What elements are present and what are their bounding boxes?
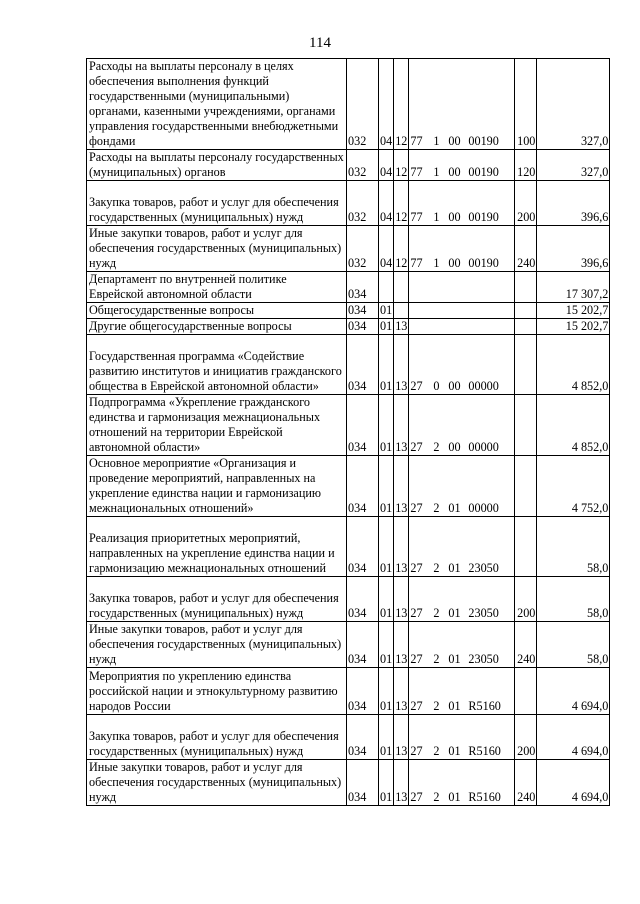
section-cell: 01 [379,456,394,517]
amount-cell: 4 694,0 [537,760,610,806]
subsection-cell: 12 [394,150,409,181]
target-direction-code: 23050 [468,606,499,620]
target-direction-code: 00000 [468,379,499,393]
target-subprogram-code: 2 [433,606,440,620]
amount-cell: 4 852,0 [537,335,610,395]
target-program-code: 27 [410,501,423,515]
target-direction-code: R5160 [468,790,501,804]
amount-cell: 4 752,0 [537,456,610,517]
target-direction-code: R5160 [468,699,501,713]
expense-type-cell: 100 [515,59,537,150]
target-program-code: 27 [410,606,423,620]
expense-name-cell: Закупка товаров, работ и услуг для обеспечения государственных (муниципальных) нужд [87,715,347,760]
expense-type-cell: 240 [515,226,537,272]
amount-cell: 327,0 [537,59,610,150]
target-article-cell [409,303,515,319]
subsection-cell: 12 [394,59,409,150]
target-event-code: 00 [448,210,461,224]
table-row [87,181,610,226]
subsection-cell: 12 [394,181,409,226]
section-cell: 01 [379,335,394,395]
grbs-cell: 034 [347,303,379,319]
target-subprogram-code: 1 [433,256,440,270]
expense-name-cell: Другие общегосударственные вопросы [87,319,347,335]
amount-cell: 58,0 [537,577,610,622]
target-subprogram-code: 0 [433,379,440,393]
amount-cell: 15 202,7 [537,319,610,335]
target-program-code: 27 [410,652,423,666]
target-program-code: 27 [410,744,423,758]
grbs-cell: 034 [347,272,379,303]
target-direction-code: 00190 [468,165,499,179]
amount-cell: 396,6 [537,226,610,272]
expense-type-cell: 200 [515,181,537,226]
target-subprogram-code: 2 [433,440,440,454]
table-row [87,150,610,181]
target-program-code: 77 [410,210,423,224]
grbs-cell: 034 [347,517,379,577]
target-subprogram-code: 1 [433,210,440,224]
expense-type-cell: 240 [515,760,537,806]
target-direction-code: 00000 [468,501,499,515]
amount-cell: 58,0 [537,517,610,577]
expense-name-cell: Департамент по внутренней политике Еврейской автономной области [87,272,347,303]
subsection-cell: 13 [394,456,409,517]
expense-name-cell: Подпрограмма «Укрепление гражданского единства и гармонизация межнациональных отношений на территории Еврейской автономной области» [87,395,347,456]
subsection-cell: 13 [394,577,409,622]
amount-cell: 396,6 [537,181,610,226]
table-row [87,456,610,517]
grbs-cell: 032 [347,150,379,181]
table-row [87,59,610,150]
section-cell: 01 [379,760,394,806]
expense-name-cell: Иные закупки товаров, работ и услуг для обеспечения государственных (муниципальных) нужд [87,226,347,272]
table-row [87,303,610,319]
amount-cell: 4 852,0 [537,395,610,456]
expense-name-cell: Реализация приоритетных мероприятий, направленных на укрепление единства нации и гармонизацию межнациональных отношений [87,517,347,577]
expense-name-cell: Государственная программа «Содействие развитию институтов и инициатив гражданского общества в Еврейской автономной области» [87,335,347,395]
section-cell: 01 [379,577,394,622]
target-article-cell [409,59,515,150]
expense-type-cell [515,456,537,517]
expense-name-cell: Общегосударственные вопросы [87,303,347,319]
subsection-cell: 13 [395,319,408,333]
section-cell: 04 [379,59,394,150]
target-article-cell [409,622,515,668]
grbs-cell: 034 [347,715,379,760]
subsection-cell: 13 [394,715,409,760]
subsection-cell: 13 [394,395,409,456]
section-cell: 01 [379,668,394,715]
amount-cell: 17 307,2 [537,272,610,303]
expense-name-cell: Иные закупки товаров, работ и услуг для обеспечения государственных (муниципальных) нужд [87,622,347,668]
target-direction-code: 23050 [468,561,499,575]
expense-type-cell: 200 [515,577,537,622]
table-row [87,760,610,806]
expense-type-cell: 120 [515,150,537,181]
target-article-cell [409,335,515,395]
target-article-cell [409,226,515,272]
target-event-code: 00 [448,256,461,270]
grbs-cell: 034 [347,335,379,395]
table-row [87,226,610,272]
section-cell: 01 [379,715,394,760]
amount-cell: 4 694,0 [537,715,610,760]
page-number: 114 [309,35,331,51]
target-program-code: 77 [410,134,423,148]
target-subprogram-code: 2 [433,699,440,713]
target-article-cell [409,150,515,181]
grbs-cell: 034 [347,395,379,456]
expense-name-cell: Мероприятия по укреплению единства российской нации и этнокультурному развитию народов России [87,668,347,715]
target-event-code: 00 [448,165,461,179]
expense-name-cell: Иные закупки товаров, работ и услуг для обеспечения государственных (муниципальных) нужд [87,760,347,806]
expense-type-cell [515,335,537,395]
target-subprogram-code: 1 [433,134,440,148]
budget-table [86,58,610,806]
grbs-cell: 034 [347,577,379,622]
expense-type-cell [515,303,537,319]
section-cell: 01 [379,395,394,456]
target-program-code: 77 [410,165,423,179]
section-cell: 04 [379,181,394,226]
target-event-code: 00 [448,379,461,393]
amount-cell: 58,0 [537,622,610,668]
target-subprogram-code: 2 [433,652,440,666]
target-event-code: 01 [448,744,461,758]
target-article-cell [409,668,515,715]
expense-type-cell: 200 [515,715,537,760]
target-article-cell [409,181,515,226]
target-article-cell [409,319,515,335]
target-program-code: 27 [410,790,423,804]
target-article-cell [409,577,515,622]
table-row [87,319,610,335]
section-cell: 01 [379,517,394,577]
target-direction-code: R5160 [468,744,501,758]
target-subprogram-code: 2 [433,790,440,804]
target-article-cell [409,715,515,760]
grbs-cell: 032 [347,181,379,226]
target-event-code: 01 [448,501,461,515]
expense-type-cell: 240 [515,622,537,668]
table-row [87,335,610,395]
expense-name-cell: Закупка товаров, работ и услуг для обеспечения государственных (муниципальных) нужд [87,181,347,226]
subsection-cell: 13 [394,622,409,668]
target-article-cell [409,395,515,456]
target-article-cell [409,456,515,517]
target-subprogram-code: 2 [433,744,440,758]
table-row [87,715,610,760]
table-row [87,622,610,668]
subsection-cell: 13 [394,760,409,806]
amount-cell: 4 694,0 [537,668,610,715]
grbs-cell: 034 [347,760,379,806]
subsection-cell: 13 [394,517,409,577]
section-cell: 04 [379,226,394,272]
subsection-cell: 13 [394,335,409,395]
target-direction-code: 00000 [468,440,499,454]
section-cell: 01 [380,319,393,333]
expense-name-cell: Расходы на выплаты персоналу государственных (муниципальных) органов [87,150,347,181]
table-row [87,517,610,577]
table-row [87,668,610,715]
expense-type-cell [515,272,537,303]
target-event-code: 01 [448,561,461,575]
amount-cell: 327,0 [537,150,610,181]
expense-type-cell [515,395,537,456]
target-subprogram-code: 2 [433,561,440,575]
target-direction-code: 00190 [468,256,499,270]
target-subprogram-code: 1 [433,165,440,179]
target-program-code: 27 [410,379,423,393]
amount-cell: 15 202,7 [537,303,610,319]
target-event-code: 01 [448,652,461,666]
expense-name-cell: Расходы на выплаты персоналу в целях обеспечения выполнения функций государственными (муниципальными) органами, казенными учреждениями, органами управления государственными внебюджетными фондами [87,59,347,150]
section-cell: 01 [380,303,393,317]
subsection-cell: 13 [394,668,409,715]
section-cell [379,272,394,303]
target-article-cell [409,272,515,303]
table-row [87,577,610,622]
grbs-cell: 032 [347,59,379,150]
table-row [87,395,610,456]
target-program-code: 27 [410,440,423,454]
expense-type-cell [515,668,537,715]
budget-table-body [87,59,610,806]
target-direction-code: 00190 [468,210,499,224]
target-article-cell [409,517,515,577]
grbs-cell: 034 [347,668,379,715]
grbs-cell: 034 [347,319,379,335]
expense-type-cell [515,319,537,335]
target-article-cell [409,760,515,806]
target-direction-code: 00190 [468,134,499,148]
target-program-code: 77 [410,256,423,270]
target-program-code: 27 [410,561,423,575]
target-direction-code: 23050 [468,652,499,666]
subsection-cell [394,272,409,303]
grbs-cell: 032 [347,226,379,272]
expense-type-cell [515,517,537,577]
section-cell: 01 [379,622,394,668]
target-event-code: 01 [448,606,461,620]
target-subprogram-code: 2 [433,501,440,515]
expense-name-cell: Основное мероприятие «Организация и проведение мероприятий, направленных на укрепление единства нации и гармонизацию межнациональных отношений» [87,456,347,517]
target-event-code: 01 [448,790,461,804]
target-program-code: 27 [410,699,423,713]
expense-name-cell: Закупка товаров, работ и услуг для обеспечения государственных (муниципальных) нужд [87,577,347,622]
target-event-code: 00 [448,134,461,148]
grbs-cell: 034 [347,456,379,517]
grbs-cell: 034 [347,622,379,668]
table-row [87,272,610,303]
subsection-cell [394,303,409,319]
target-event-code: 00 [448,440,461,454]
target-event-code: 01 [448,699,461,713]
subsection-cell: 12 [394,226,409,272]
section-cell: 04 [379,150,394,181]
